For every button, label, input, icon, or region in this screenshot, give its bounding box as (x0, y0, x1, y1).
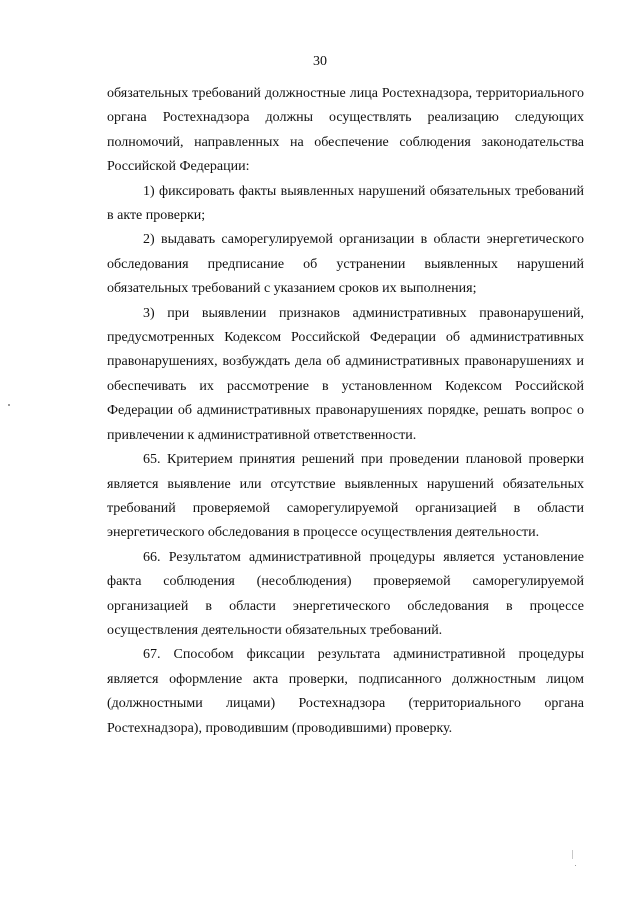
scan-speck (8, 404, 10, 406)
page-number: 30 (313, 54, 327, 69)
paragraph-item-3: 3) при выявлении признаков административных правонарушений, предусмотренных Кодексом Российской Федерации об административных правонарушениях, возбуждать дела об административных правонарушениях и обеспечивать их рассмотрение в установленном Кодексом Российской Федерации об административных правонарушениях порядке, решать вопрос о привлечении к административной ответственности. (107, 305, 584, 443)
paragraph-65: 65. Критерием принятия решений при проведении плановой проверки является выявление или отсутствие выявленных нарушений обязательных требований проверяемой саморегулируемой организацией в области энергетического обследования в процессе осуществления деятельности. (107, 452, 584, 541)
scan-speck (575, 865, 576, 866)
scan-speck (572, 850, 573, 859)
paragraph-item-2: 2) выдавать саморегулируемой организации в области энергетического обследования предписание об устранении выявленных нарушений обязательных требований с указанием сроков их выполнения; (107, 232, 584, 297)
paragraph-66: 66. Результатом административной процедуры является установление факта соблюдения (несоблюдения) проверяемой саморегулируемой организацией в области энергетического обследования в процессе осуществления деятельности обязательных требований. (107, 549, 584, 638)
paragraph-continuation: обязательных требований должностные лица Ростехнадзора, территориального органа Ростехнадзора должны осуществлять реализацию следующих полномочий, направленных на обеспечение соблюдения законодательства Российской Федерации: (107, 86, 584, 175)
paragraph-item-1: 1) фиксировать факты выявленных нарушений обязательных требований в акте проверки; (107, 183, 584, 224)
paragraph-67: 67. Способом фиксации результата административной процедуры является оформление акта проверки, подписанного должностным лицом (должностными лицами) Ростехнадзора (территориального органа Ростехнадзора), проводившим (проводившими) проверку. (107, 647, 584, 736)
document-body (107, 82, 584, 741)
